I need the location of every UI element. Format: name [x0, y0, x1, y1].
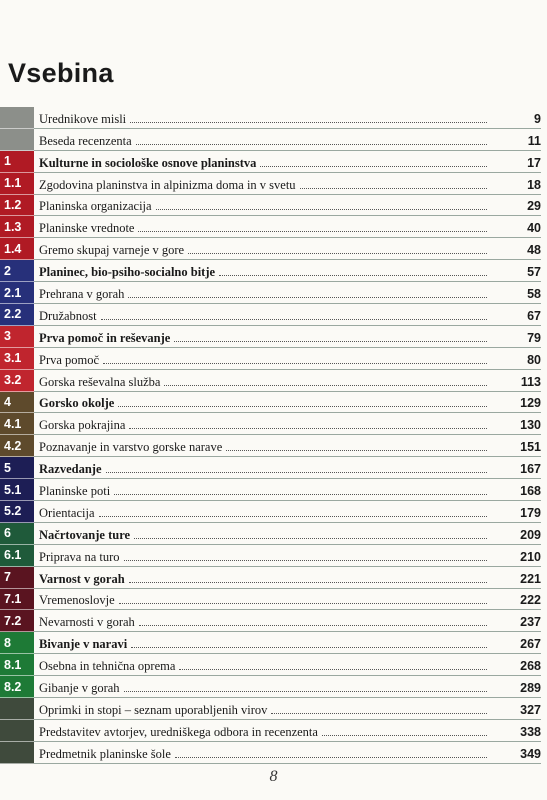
toc-section-number: 8.2 [0, 676, 34, 698]
toc-section-number: 1 [0, 151, 34, 173]
toc-entry-title: Planinske poti [39, 484, 111, 499]
toc-section-number: 1.1 [0, 173, 34, 195]
toc-entry-title: Urednikove misli [39, 111, 127, 126]
toc-entry-label [34, 265, 491, 282]
toc-entry-title: Gorsko okolje [39, 396, 115, 411]
toc-page-number: 129 [520, 396, 541, 411]
toc-row [0, 304, 547, 326]
dot-leader [164, 384, 487, 386]
toc-row [0, 282, 547, 304]
toc-page-number: 349 [520, 746, 541, 761]
toc-section-number: 3.1 [0, 348, 34, 370]
toc-page-number: 67 [527, 308, 541, 323]
toc-section-number: 2.1 [0, 282, 34, 304]
toc-entry-title: Razvedanje [39, 462, 102, 477]
dot-leader [130, 121, 487, 123]
dot-leader [138, 230, 487, 232]
toc-entry-title: Orientacija [39, 505, 95, 520]
toc-entry-label [34, 528, 491, 545]
toc-chapter-row [0, 151, 547, 173]
toc-row [0, 654, 547, 676]
toc-row [0, 348, 547, 370]
toc-entry-title: Oprimki in stopi – seznam uporabljenih virov [39, 702, 268, 717]
toc-page-number: 58 [527, 287, 541, 302]
toc-section-number: 7.2 [0, 610, 34, 632]
toc-entry-title: Prva pomoč in reševanje [39, 330, 171, 345]
dot-leader [129, 581, 487, 583]
toc-entry-label [34, 681, 491, 698]
toc-page-number: 221 [520, 571, 541, 586]
dot-leader [131, 646, 487, 648]
toc-entry-label [34, 659, 491, 676]
dot-leader [188, 252, 487, 254]
dot-leader [156, 208, 487, 210]
toc-entry-label [34, 506, 491, 523]
toc-page-number: 113 [520, 374, 541, 389]
toc-row [0, 676, 547, 698]
dot-leader [99, 515, 487, 517]
toc-section-number: 1.4 [0, 238, 34, 260]
toc-page-number: 57 [527, 265, 541, 280]
toc-section-number: 1.2 [0, 195, 34, 217]
toc-entry-label [34, 637, 491, 654]
toc-page-number: 18 [527, 177, 541, 192]
toc-entry-title: Predstavitev avtorjev, uredniškega odbora in recenzenta [39, 724, 318, 739]
dot-leader [124, 690, 487, 692]
dot-leader [134, 537, 487, 539]
toc-row [0, 129, 547, 151]
toc-section-number: 3 [0, 326, 34, 348]
dot-leader [128, 296, 487, 298]
dot-leader [114, 493, 487, 495]
toc-entry-title: Planinska organizacija [39, 199, 152, 214]
toc-entry-title: Varnost v gorah [39, 571, 125, 586]
toc-page-number: 80 [527, 352, 541, 367]
toc-chapter-row [0, 326, 547, 348]
toc-section-number: 4.1 [0, 413, 34, 435]
toc-chapter-row [0, 632, 547, 654]
toc-entry-label [34, 725, 491, 742]
toc-section-number: 5 [0, 457, 34, 479]
toc-page-number: 222 [520, 593, 541, 608]
dot-leader [179, 668, 487, 670]
dot-leader [136, 143, 487, 145]
toc-entry-title: Priprava na turo [39, 549, 120, 564]
table-of-contents [0, 107, 547, 764]
toc-entry-label [34, 440, 491, 457]
toc-entry-title: Bivanje v naravi [39, 637, 128, 652]
toc-section-number: 6.1 [0, 545, 34, 567]
toc-section-number [0, 107, 34, 129]
toc-entry-title: Beseda recenzenta [39, 133, 132, 148]
toc-entry-title: Družabnost [39, 308, 97, 323]
toc-page-number: 209 [520, 527, 541, 542]
toc-chapter-row [0, 392, 547, 414]
toc-chapter-row [0, 457, 547, 479]
toc-entry-label [34, 396, 491, 413]
toc-section-number: 8 [0, 632, 34, 654]
toc-page-number: 268 [520, 659, 541, 674]
toc-entry-title: Predmetnik planinske šole [39, 746, 171, 761]
toc-row [0, 413, 547, 435]
toc-entry-label [34, 199, 491, 216]
dot-leader [129, 427, 487, 429]
toc-entry-title: Planinske vrednote [39, 221, 135, 236]
toc-entry-title: Gorska pokrajina [39, 418, 126, 433]
toc-entry-label [34, 593, 491, 610]
toc-entry-label [34, 134, 491, 151]
page-title: Vsebina [8, 58, 114, 88]
toc-entry-title: Planinec, bio-psiho-socialno bitje [39, 265, 216, 280]
toc-section-number [0, 129, 34, 151]
toc-row [0, 370, 547, 392]
toc-page-number: 40 [527, 221, 541, 236]
toc-entry-label [34, 747, 491, 764]
toc-page-number: 48 [527, 243, 541, 258]
toc-section-number: 7.1 [0, 589, 34, 611]
toc-section-number: 6 [0, 523, 34, 545]
dot-leader [174, 340, 487, 342]
toc-page-number: 267 [520, 637, 541, 652]
dot-leader [103, 362, 487, 364]
toc-entry-label [34, 418, 491, 435]
toc-page-number: 130 [520, 418, 541, 433]
toc-page-number: 338 [520, 724, 541, 739]
toc-entry-label [34, 615, 491, 632]
toc-entry-title: Prehrana v gorah [39, 287, 125, 302]
toc-entry-label [34, 178, 491, 195]
toc-row [0, 107, 547, 129]
toc-entry-title: Zgodovina planinstva in alpinizma doma in v svetu [39, 177, 296, 192]
toc-page-number: 327 [520, 702, 541, 717]
toc-row [0, 698, 547, 720]
toc-entry-label [34, 156, 491, 173]
toc-row [0, 238, 547, 260]
toc-entry-title: Gremo skupaj varneje v gore [39, 243, 185, 258]
dot-leader [271, 712, 487, 714]
toc-row [0, 610, 547, 632]
toc-entry-title: Kulturne in sociološke osnove planinstva [39, 155, 257, 170]
toc-entry-label [34, 112, 491, 129]
dot-leader [260, 165, 487, 167]
toc-entry-title: Poznavanje in varstvo gorske narave [39, 440, 223, 455]
dot-leader [119, 602, 487, 604]
toc-entry-title: Gorska reševalna služba [39, 374, 161, 389]
toc-row [0, 720, 547, 742]
dot-leader [124, 559, 487, 561]
toc-section-number: 4.2 [0, 435, 34, 457]
dot-leader [118, 405, 487, 407]
toc-section-number: 4 [0, 392, 34, 414]
page-number: 8 [269, 768, 278, 785]
toc-entry-label [34, 221, 491, 238]
toc-section-number: 5.2 [0, 501, 34, 523]
dot-leader [322, 734, 487, 736]
toc-entry-title: Vremenoslovje [39, 593, 115, 608]
toc-page-number: 179 [520, 505, 541, 520]
toc-section-number [0, 698, 34, 720]
toc-row [0, 216, 547, 238]
toc-row [0, 742, 547, 764]
toc-page-number: 167 [520, 462, 541, 477]
toc-page-number: 79 [527, 330, 541, 345]
toc-page-number: 9 [534, 111, 541, 126]
toc-entry-label [34, 484, 491, 501]
toc-row [0, 195, 547, 217]
toc-entry-title: Načrtovanje ture [39, 527, 131, 542]
toc-section-number [0, 742, 34, 764]
toc-section-number: 3.2 [0, 370, 34, 392]
dot-leader [139, 624, 487, 626]
dot-leader [106, 471, 488, 473]
toc-row [0, 435, 547, 457]
toc-page-number: 151 [520, 440, 541, 455]
toc-section-number [0, 720, 34, 742]
toc-page-number: 11 [527, 133, 541, 148]
toc-chapter-row [0, 260, 547, 282]
toc-row [0, 479, 547, 501]
toc-section-number: 2 [0, 260, 34, 282]
dot-leader [101, 318, 487, 320]
toc-entry-label [34, 375, 491, 392]
dot-leader [219, 274, 487, 276]
toc-entry-label [34, 243, 491, 260]
toc-page-number: 29 [527, 199, 541, 214]
dot-leader [300, 187, 487, 189]
toc-section-number: 8.1 [0, 654, 34, 676]
toc-page-number: 17 [527, 155, 541, 170]
dot-leader [226, 449, 487, 451]
toc-entry-label [34, 462, 491, 479]
toc-entry-label [34, 572, 491, 589]
toc-entry-title: Prva pomoč [39, 352, 100, 367]
toc-entry-title: Osebna in tehnična oprema [39, 659, 176, 674]
toc-chapter-row [0, 567, 547, 589]
toc-entry-label [34, 287, 491, 304]
toc-page-number: 237 [520, 615, 541, 630]
toc-entry-label [34, 703, 491, 720]
toc-entry-label [34, 550, 491, 567]
toc-entry-label [34, 309, 491, 326]
toc-section-number: 1.3 [0, 216, 34, 238]
toc-row [0, 545, 547, 567]
toc-entry-title: Gibanje v gorah [39, 681, 120, 696]
toc-entry-label [34, 331, 491, 348]
toc-page-number: 210 [520, 549, 541, 564]
toc-row [0, 589, 547, 611]
toc-row [0, 173, 547, 195]
toc-section-number: 2.2 [0, 304, 34, 326]
toc-page-number: 289 [520, 681, 541, 696]
toc-chapter-row [0, 523, 547, 545]
dot-leader [175, 756, 487, 758]
toc-section-number: 5.1 [0, 479, 34, 501]
toc-section-number: 7 [0, 567, 34, 589]
toc-row [0, 501, 547, 523]
toc-entry-title: Nevarnosti v gorah [39, 615, 135, 630]
toc-page-number: 168 [520, 484, 541, 499]
toc-entry-label [34, 353, 491, 370]
